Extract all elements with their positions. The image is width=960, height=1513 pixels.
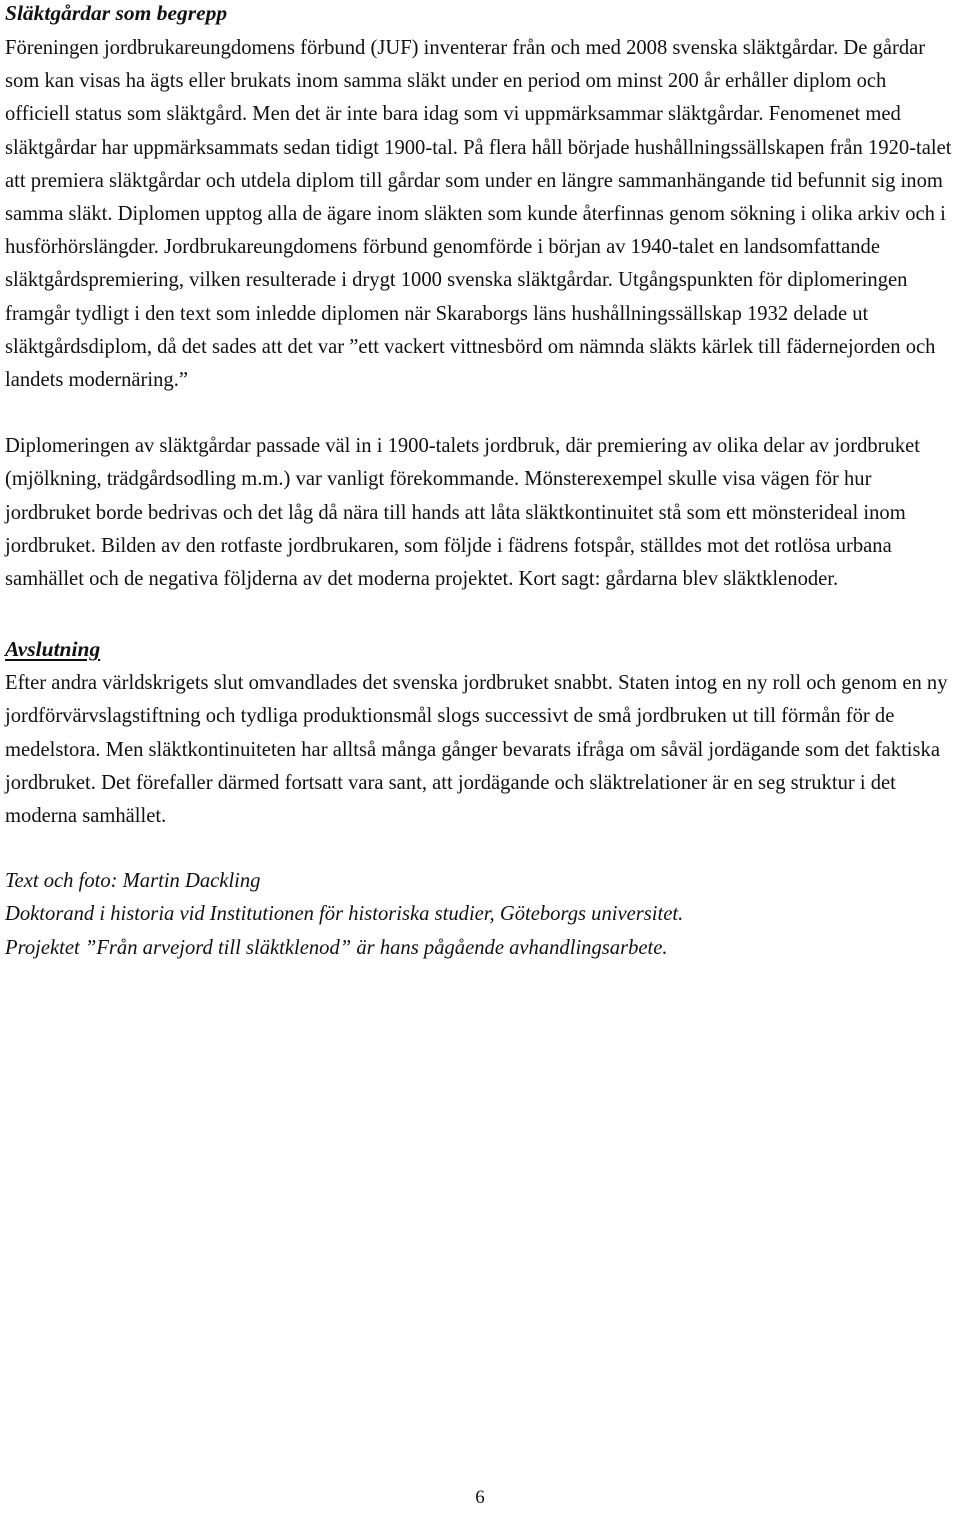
credit-line-project: Projektet ”Från arvejord till släktklenod” är hans pågående avhandlingsarbete. — [5, 936, 668, 959]
page-number: 6 — [475, 1487, 485, 1508]
paragraph-begrepp-1: Föreningen jordbrukareungdomens förbund (JUF) inventerar från och med 2008 svenska släktgårdar. De gårdar som kan visas ha ägts eller brukats inom samma släkt under en period om minst 200 år erhåller diplom och officiell status som släktgård. Men det är inte bara idag som vi uppmärksammar släktgårdar. Fenomenet med släktgårdar har uppmärksammats sedan tidigt 1900-tal. På flera håll började hushållningssällskapen från 1920-talet att premiera släktgårdar och utdela diplom till gårdar som under en längre sammanhängande tid befunnit sig inom samma släkt. Diplomen upptog alla de ägare inom släkten som kunde återfinnas genom sökning i olika arkiv och i husförhörslängder. Jordbrukareungdomens förbund genomförde i början av 1940-talet en landsomfattande släktgårdspremiering, vilken resulterade i drygt 1000 svenska släktgårdar. Utgångspunkten för diplomeringen framgår tydligt i den text som inledde diplomen när Skaraborgs läns hushållningssällskap 1932 delade ut släktgårdsdiplom, då det sades att det var ”ett vackert vittnesbörd om nämnda släkts kärlek till fädernejorden och landets modernäring.” — [5, 37, 952, 392]
section-avslutning — [5, 636, 955, 833]
paragraph-avslutning: Efter andra världskrigets slut omvandlades det svenska jordbruket snabbt. Staten intog en ny roll och genom en ny jordförvärvslagstiftning och tydliga produktionsmål slogs successivt de små jordbruken ut till förmån för de medelstora. Men släktkontinuiteten har alltså många gånger bevarats ifråga om såväl jordägande som det faktiska jordbruket. Det förefaller därmed fortsatt vara sant, att jordägande och släktrelationer är en seg struktur i det moderna samhället. — [5, 672, 948, 828]
author-credits — [5, 865, 955, 965]
credit-line-author: Text och foto: Martin Dackling — [5, 870, 261, 893]
document-page — [5, 0, 955, 965]
paragraph-begrepp-2: Diplomeringen av släktgårdar passade väl in i 1900-talets jordbruk, där premiering av olika delar av jordbruket (mjölkning, trädgårdsodling m.m.) var vanligt förekommande. Mönsterexempel skulle visa vägen för hur jordbruket borde bedrivas och det låg då nära till hands att låta släktkontinuitet stå som ett mönsterideal inom jordbruket. Bilden av den rotfaste jordbrukaren, som följde i fädrens fotspår, ställdes mot det rotlösa urbana samhället och de negativa följderna av det moderna projektet. Kort sagt: gårdarna blev släktklenoder. — [5, 435, 920, 591]
section-heading-begrepp: Släktgårdar som begrepp — [5, 1, 228, 25]
credit-line-affiliation: Doktorand i historia vid Institutionen för historiska studier, Göteborgs universitet. — [5, 903, 684, 926]
section-heading-avslutning: Avslutning — [5, 637, 101, 662]
